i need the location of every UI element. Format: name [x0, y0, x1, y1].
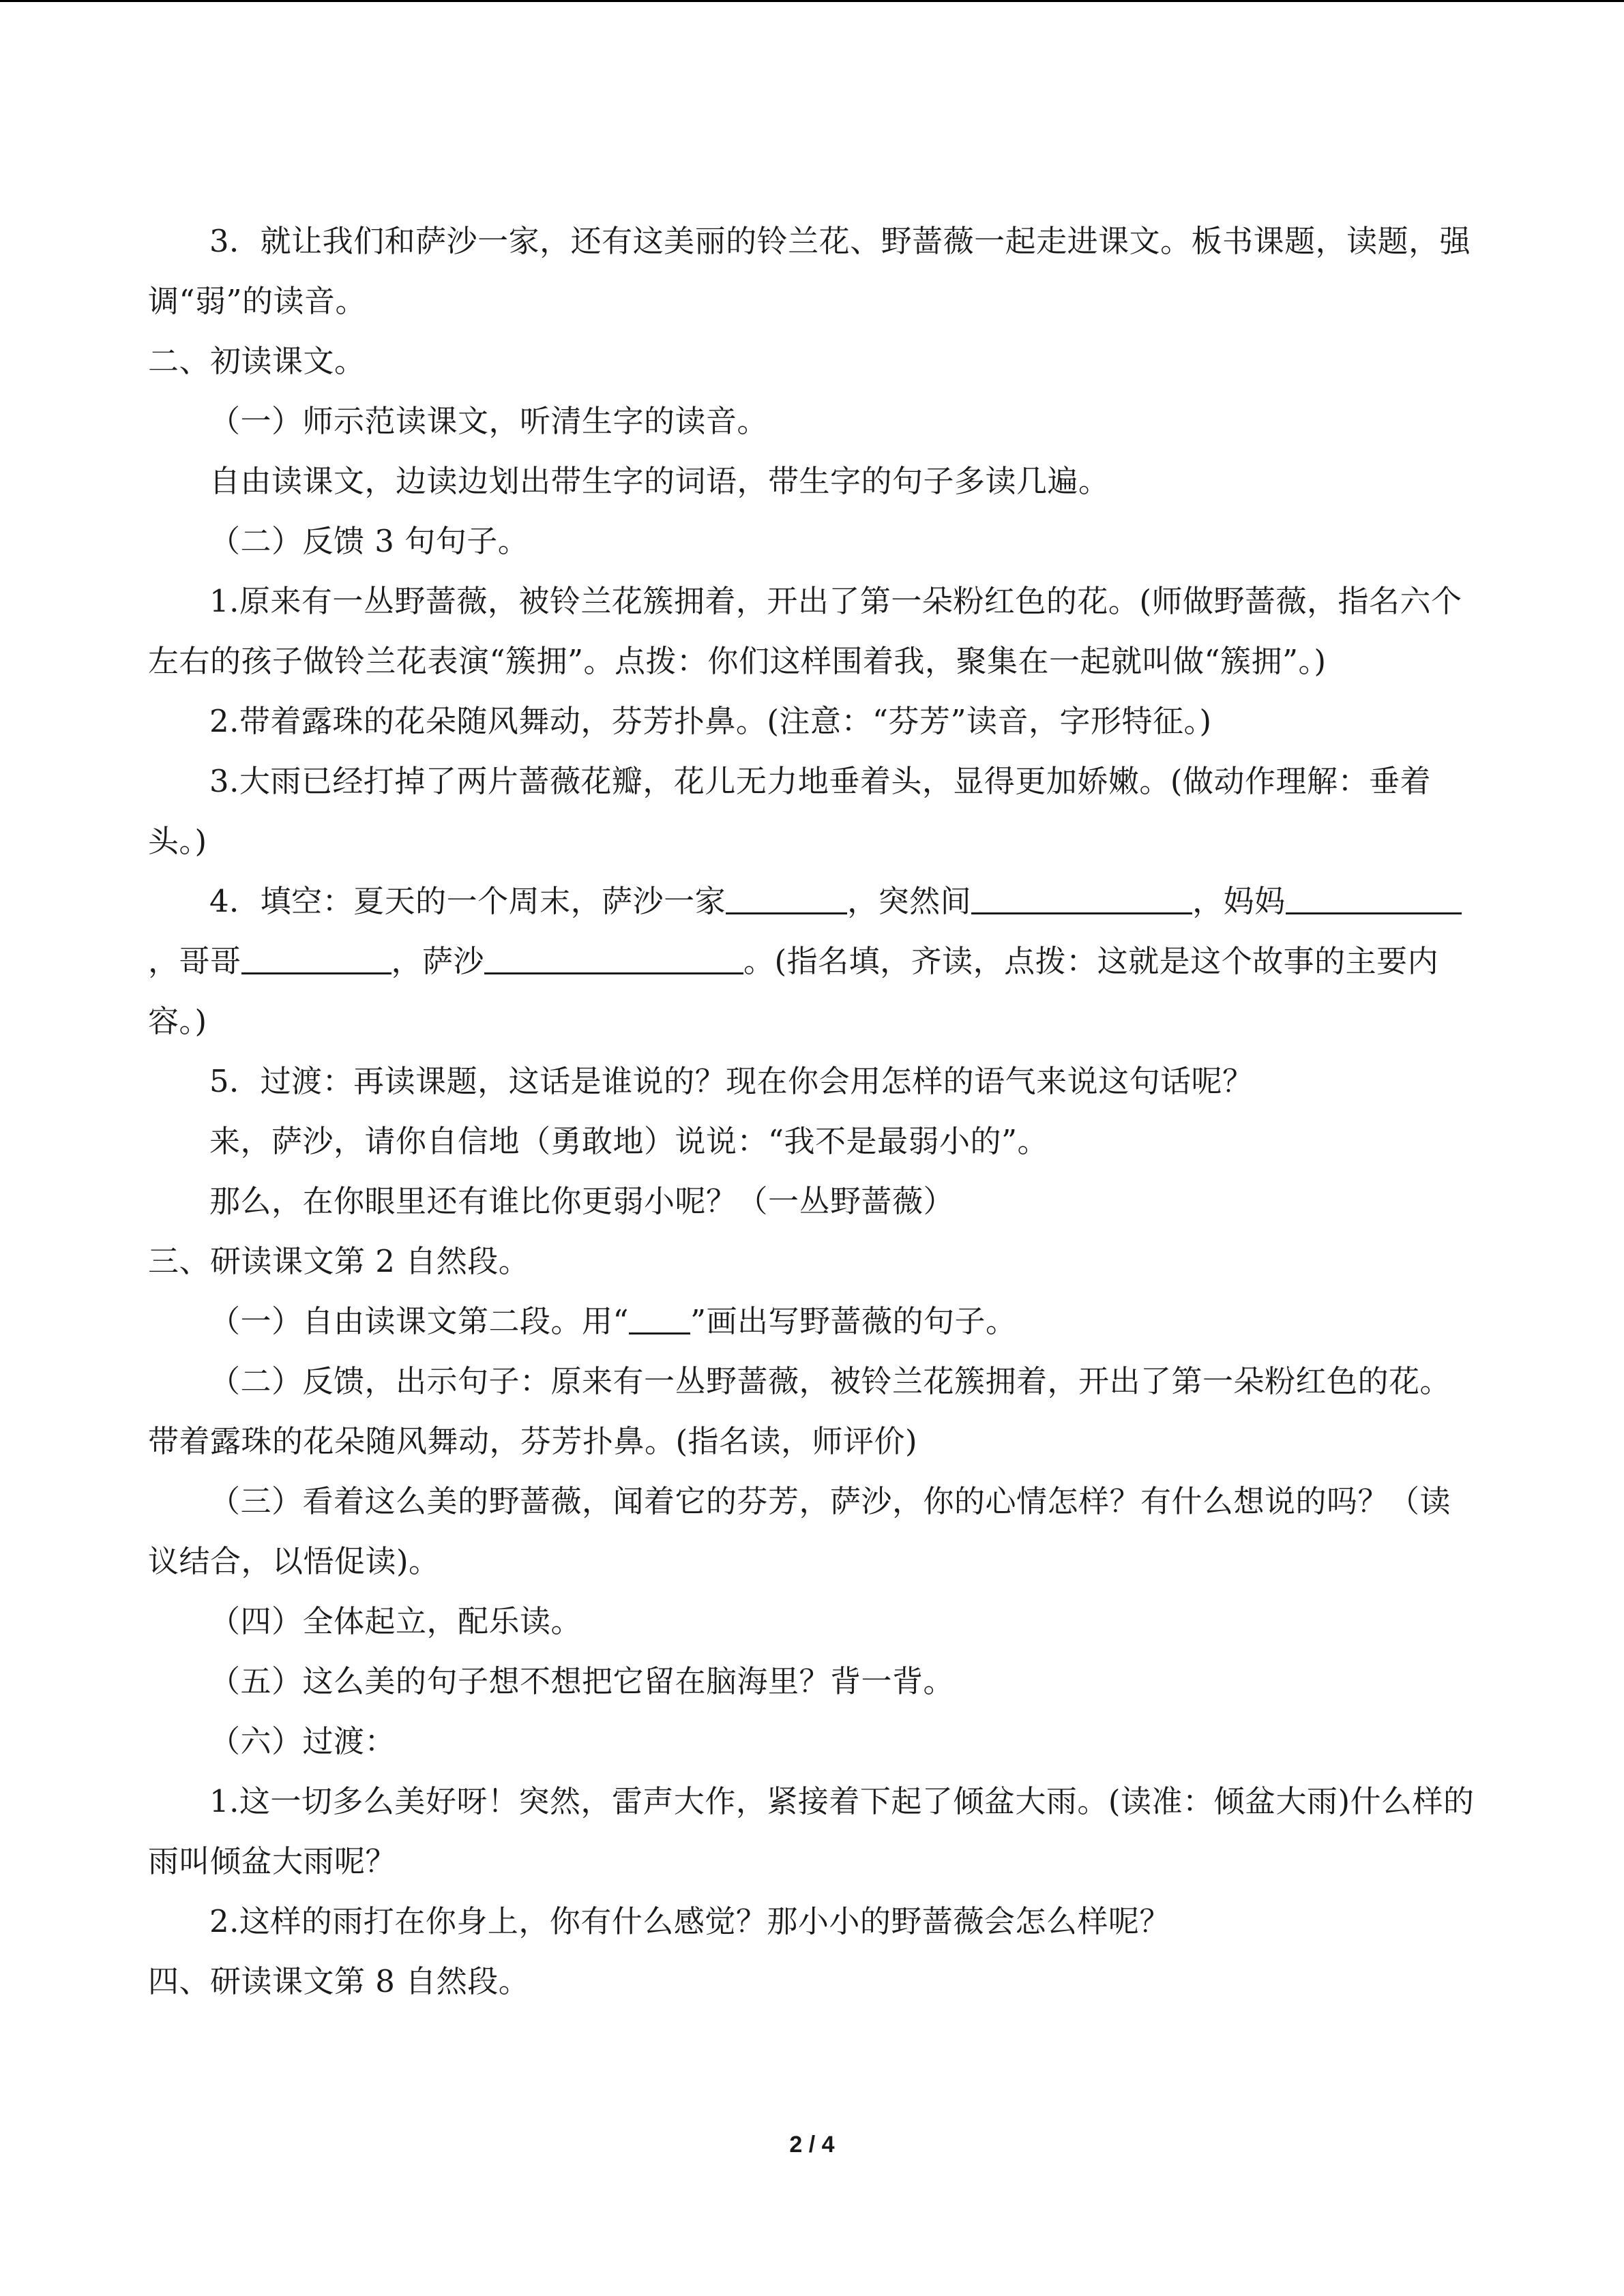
- section-heading: 二、初读课文。: [148, 343, 366, 379]
- fill-separator: ，萨沙: [391, 943, 485, 979]
- paragraph: （六）过渡：: [209, 1723, 396, 1759]
- paragraph: 来，萨沙，请你自信地（勇敢地）说说：“我不是最弱小的”。: [209, 1123, 1049, 1159]
- fill-separator: ，妈妈: [1192, 883, 1286, 919]
- paragraph-text: ”画出写野蔷薇的句子。: [690, 1303, 1017, 1339]
- fill-separator: ，突然间: [847, 883, 972, 919]
- blank-line: [629, 1302, 690, 1335]
- paragraph: 1.这一切多么美好呀！突然，雷声大作，紧接着下起了倾盆大雨。(读准：倾盆大雨)什么样的雨叫倾盆大雨呢？: [148, 1783, 1475, 1879]
- page-number: 2 / 4: [789, 2132, 835, 2158]
- paragraph: （五）这么美的句子想不想把它留在脑海里？背一背。: [209, 1663, 955, 1699]
- fill-outro: 。(指名填，齐读，点拨：这就是这个故事的主要内容。): [148, 943, 1439, 1039]
- section-heading: 三、研读课文第 2 自然段。: [148, 1243, 530, 1279]
- paragraph: （三）看着这么美的野蔷薇，闻着它的芬芳，萨沙，你的心情怎样？有什么想说的吗？（读议结合，以悟促读)。: [148, 1483, 1451, 1579]
- paragraph: （二）反馈，出示句子：原来有一丛野蔷薇，被铃兰花簇拥着，开出了第一朵粉红色的花。带着露珠的花朵随风舞动，芬芳扑鼻。(指名读，师评价): [148, 1363, 1451, 1459]
- paragraph: 2.这样的雨打在你身上，你有什么感觉？那小小的野蔷薇会怎么样呢？: [209, 1903, 1170, 1939]
- blank-line: [241, 942, 392, 974]
- paragraph: （二）反馈 3 句句子。: [209, 523, 529, 559]
- paragraph: 自由读课文，边读边划出带生字的词语，带生字的句子多读几遍。: [209, 463, 1110, 499]
- blank-line: [971, 882, 1192, 914]
- document-body: [148, 211, 1475, 2012]
- paragraph: 那么，在你眼里还有谁比你更弱小呢？（一丛野蔷薇）: [209, 1183, 955, 1219]
- fill-separator: ，哥哥: [148, 943, 241, 979]
- paragraph-text: （一）自由读课文第二段。用“: [209, 1303, 630, 1339]
- blank-line: [484, 942, 743, 974]
- fill-in-blank-paragraph: [148, 871, 1475, 1052]
- blank-line: [1286, 882, 1462, 914]
- paragraph: 3.大雨已经打掉了两片蔷薇花瓣，花儿无力地垂着头，显得更加娇嫩。(做动作理解：垂着头。): [148, 763, 1431, 859]
- blank-line: [726, 882, 847, 914]
- paragraph: 5．过渡：再读课题，这话是谁说的？现在你会用怎样的语气来说这句话呢？: [209, 1063, 1254, 1099]
- paragraph: 1.原来有一丛野蔷薇，被铃兰花簇拥着，开出了第一朵粉红色的花。(师做野蔷薇，指名六个左右的孩子做铃兰花表演“簇拥”。点拨：你们这样围着我，聚集在一起就叫做“簇拥”。): [148, 583, 1462, 679]
- top-border-line: [0, 0, 1624, 2]
- paragraph: （四）全体起立，配乐读。: [209, 1603, 582, 1639]
- fill-intro: 4．填空：夏天的一个周末，萨沙一家: [209, 883, 726, 919]
- paragraph: [148, 1292, 1475, 1352]
- paragraph: （一）师示范读课文，听清生字的读音。: [209, 403, 769, 439]
- paragraph: 2.带着露珠的花朵随风舞动，芬芳扑鼻。(注意：“芬芳”读音，字形特征。): [209, 703, 1212, 739]
- section-heading: 四、研读课文第 8 自然段。: [148, 1963, 530, 1999]
- paragraph: 3．就让我们和萨沙一家，还有这美丽的铃兰花、野蔷薇一起走进课文。板书课题，读题，强调“弱”的读音。: [148, 223, 1471, 319]
